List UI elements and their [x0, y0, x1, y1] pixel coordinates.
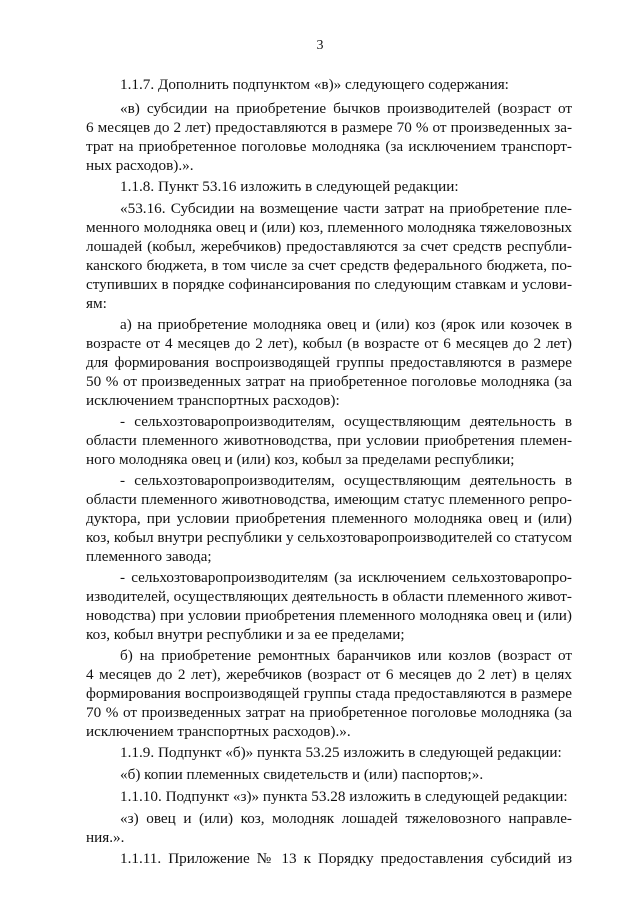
text-line: «в) субсидии на приобретение бычков производителей (возраст от	[120, 100, 572, 117]
text-line: для формирования воспроизводящей группы предоставляются в размере	[86, 354, 572, 371]
text-line: исключением транспортных расходов):	[86, 392, 340, 409]
text-line: а) на приобретение молодняка овец и (или) коз (ярок или козочек в	[120, 316, 572, 333]
text-line: «б) копии племенных свидетельств и (или) паспортов;».	[120, 766, 484, 783]
page-number: 3	[316, 38, 324, 53]
text-line: «53.16. Субсидии на возмещение части затрат на приобретение пле-	[120, 200, 572, 217]
text-line: лошадей (кобыл, жеребчиков) предоставляются за счет средств республи-	[86, 238, 572, 255]
text-line: 1.1.7. Дополнить подпунктом «в)» следующего содержания:	[120, 76, 509, 93]
text-line: менного молодняка овец и (или) коз, племенного молодняка тяжеловозных	[86, 219, 572, 236]
text-line: возрасте от 4 месяцев до 2 лет), кобыл (в возрасте от 6 месяцев до 2 лет)	[86, 335, 572, 352]
text-line: ного молодняка овец и (или) коз, кобыл за пределами республики;	[86, 451, 515, 468]
text-line: 1.1.10. Подпункт «з)» пункта 53.28 изложить в следующей редакции:	[120, 788, 568, 805]
text-line: ям:	[86, 295, 107, 312]
text-line: - сельхозтоваропроизводителям, осуществляющим деятельность в	[120, 413, 572, 430]
text-line: формирования воспроизводящей группы стада предоставляются в размере	[86, 685, 572, 702]
text-line: коз, кобыл внутри республики у сельхозтоваропроизводителей со статусом	[86, 529, 572, 546]
text-line: «з) овец и (или) коз, молодняк лошадей тяжеловозного направле-	[120, 810, 572, 827]
text-line: исключением транспортных расходов).».	[86, 723, 351, 740]
text-line: ния.».	[86, 829, 125, 846]
text-line: 4 месяцев до 2 лет), жеребчиков (возраст от 6 месяцев до 2 лет) в целях	[86, 666, 572, 683]
text-line: области племенного животноводства, имеющим статус племенного репро-	[86, 491, 572, 508]
text-line: ступивших в порядке софинансирования по следующим ставкам и услови-	[86, 276, 572, 293]
text-line: области племенного животноводства, при условии приобретения племен-	[86, 432, 572, 449]
text-line: новодства) при условии приобретения племенного молодняка овец и (или)	[86, 607, 572, 624]
text-line: канского бюджета, в том числе за счет средств федерального бюджета, по-	[86, 257, 572, 274]
text-line: 1.1.11. Приложение № 13 к Порядку предоставления субсидий из	[120, 850, 572, 867]
text-line: племенного завода;	[86, 548, 212, 565]
text-line: изводителей, осуществляющих деятельность в области племенного живот-	[86, 588, 572, 605]
text-line: ных расходов).».	[86, 157, 194, 174]
text-line: трат на приобретенное поголовье молодняка (за исключением транспорт-	[86, 138, 572, 155]
text-line: 1.1.9. Подпункт «б)» пункта 53.25 изложить в следующей редакции:	[120, 744, 562, 761]
text-line: - сельхозтоваропроизводителям, осуществляющим деятельность в	[120, 472, 572, 489]
text-line: 50 % от произведенных затрат на приобретенное поголовье молодняка (за	[86, 373, 572, 390]
text-line: - сельхозтоваропроизводителям (за исключением сельхозтоваропро-	[120, 569, 572, 586]
text-line: б) на приобретение ремонтных баранчиков или козлов (возраст от	[120, 647, 572, 664]
text-line: коз, кобыл внутри республики и за ее пределами;	[86, 626, 405, 643]
text-line: дуктора, при условии приобретения племенного молодняка овец и (или)	[86, 510, 572, 527]
text-line: 70 % от произведенных затрат на приобретенное поголовье молодняка (за	[86, 704, 572, 721]
text-line: 1.1.8. Пункт 53.16 изложить в следующей редакции:	[120, 178, 459, 195]
text-line: 6 месяцев до 2 лет) предоставляются в размере 70 % от произведенных за-	[86, 119, 572, 136]
